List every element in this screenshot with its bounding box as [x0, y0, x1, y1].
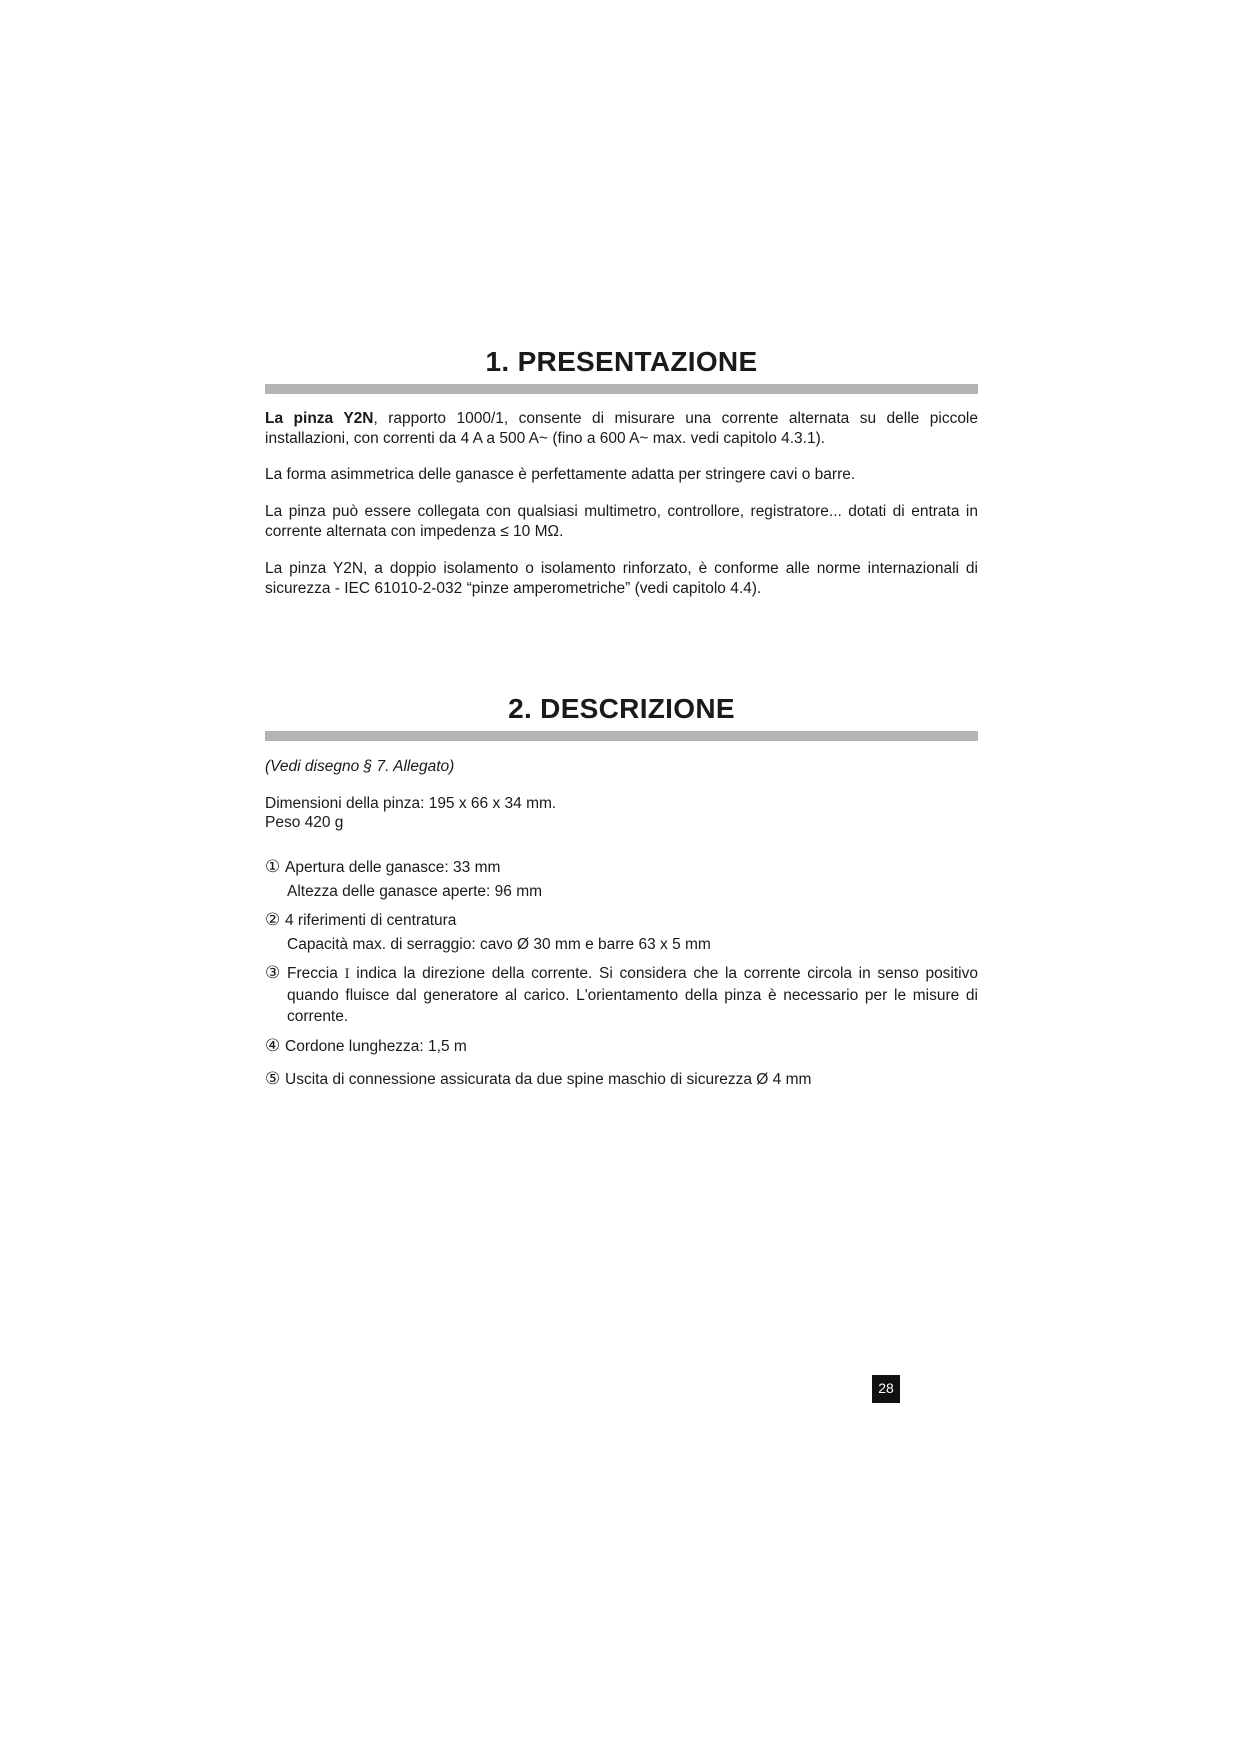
list-item	[265, 1036, 978, 1057]
item-subtext: Capacità max. di serraggio: cavo Ø 30 mm e barre 63 x 5 mm	[287, 936, 711, 953]
product-name: La pinza Y2N	[265, 410, 374, 427]
item-text: Uscita di connessione assicurata da due spine maschio di sicurezza Ø 4 mm	[285, 1071, 812, 1088]
item-text: Cordone lunghezza: 1,5 m	[285, 1038, 467, 1055]
section-rule	[265, 384, 978, 394]
list-item	[265, 1069, 978, 1090]
drawing-reference: (Vedi disegno § 7. Allegato)	[265, 758, 455, 775]
list-item	[265, 963, 978, 1027]
paragraph-intro-text: , rapporto 1000/1, consente di misurare una corrente alternata su delle piccole installazioni, con correnti da 4 A a 500 A~ (fino a 600 A~ max. vedi capitolo 4.3.1).	[265, 410, 978, 447]
item-text: 4 riferimenti di centratura	[285, 912, 457, 929]
item-number: ④	[265, 1036, 281, 1056]
list-item	[265, 910, 978, 955]
item-text: Freccia I indica la direzione della corrente. Si considera che la corrente circola in senso positivo quando fluisce dal generatore al carico. L'orientamento della pinza è necessario per le misure di corrente.	[287, 965, 978, 1025]
document-page	[265, 0, 978, 1754]
item-number: ②	[265, 910, 281, 930]
item-number: ⑤	[265, 1069, 281, 1089]
paragraph-connection: La pinza può essere collegata con qualsiasi multimetro, controllore, registratore... dotati di entrata in corrente alternata con impedenza ≤ 10 MΩ.	[265, 503, 978, 540]
page-number: 28	[872, 1375, 900, 1403]
paragraph-safety: La pinza Y2N, a doppio isolamento o isolamento rinforzato, è conforme alle norme internazionali di sicurezza - IEC 61010-2-032 “pinze amperometriche” (vedi capitolo 4.4).	[265, 560, 978, 597]
section-title-presentazione: 1. PRESENTAZIONE	[485, 346, 758, 377]
item-number: ①	[265, 857, 281, 877]
item-number: ③	[265, 963, 281, 983]
paragraph-shape: La forma asimmetrica delle ganasce è perfettamente adatta per stringere cavi o barre.	[265, 466, 856, 483]
paragraph-intro	[265, 409, 978, 448]
current-arrow-icon: I	[344, 967, 350, 982]
section-title-descrizione: 2. DESCRIZIONE	[508, 693, 735, 724]
list-item	[265, 857, 978, 902]
item-subtext: Altezza delle ganasce aperte: 96 mm	[287, 883, 543, 900]
item-text: Apertura delle ganasce: 33 mm	[285, 859, 501, 876]
section-rule	[265, 731, 978, 741]
weight-text: Peso 420 g	[265, 814, 344, 831]
dimensions-text: Dimensioni della pinza: 195 x 66 x 34 mm.	[265, 795, 557, 812]
